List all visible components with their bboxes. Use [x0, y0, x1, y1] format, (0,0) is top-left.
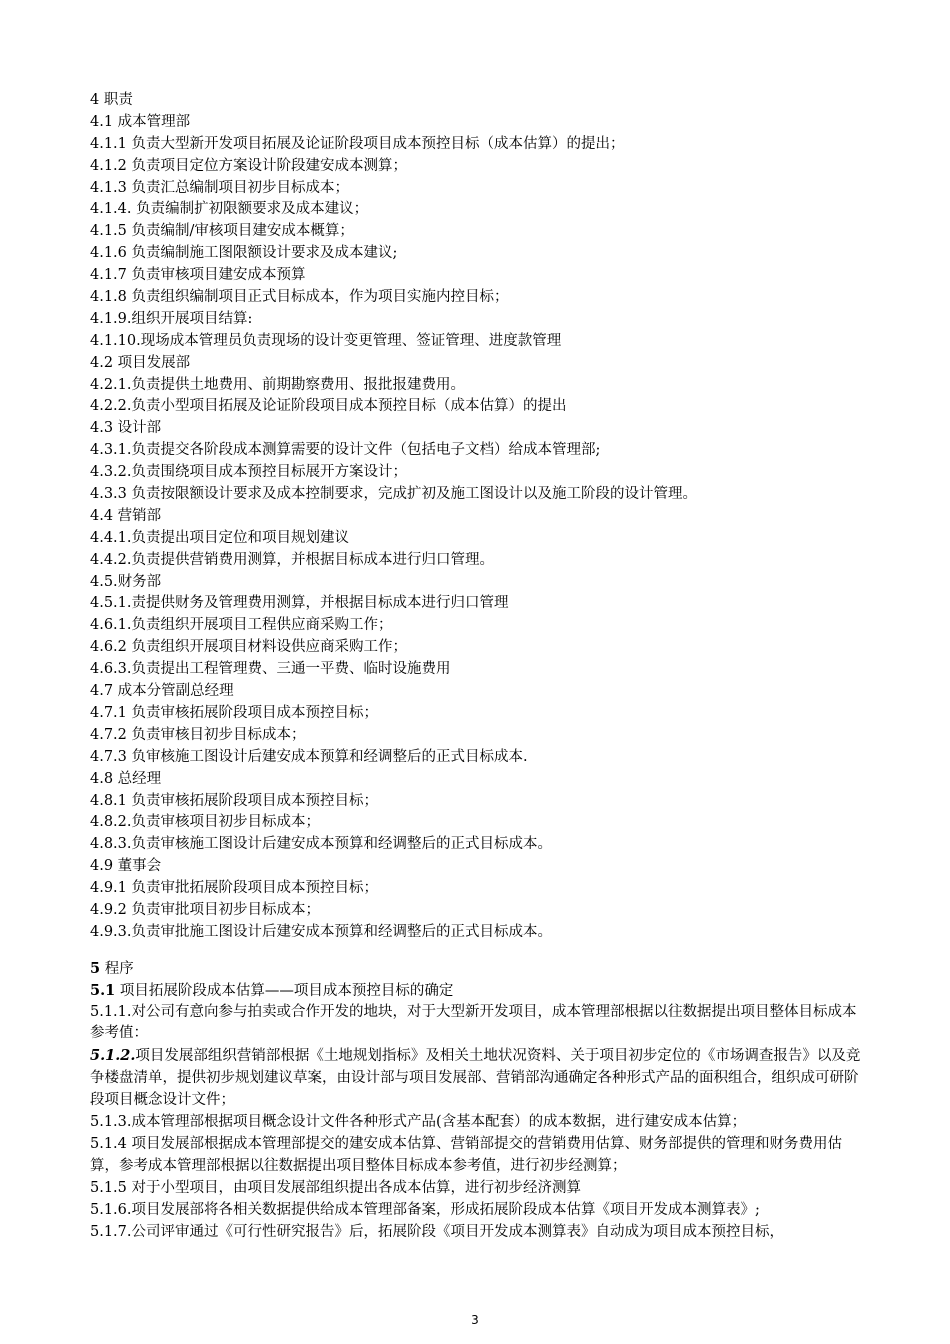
- page-number: 3: [471, 1313, 479, 1327]
- section-4-line: 4.4.1.负责提出项目定位和项目规划建议: [90, 529, 350, 546]
- section-4-line: 4.8.3.负责审核施工图设计后建安成本预算和经调整后的正式目标成本。: [90, 836, 553, 853]
- section-4-line: 4.9.2 负责审批项目初步目标成本；: [90, 901, 321, 918]
- section-4-line: 4.1.8 负责组织编制项目正式目标成本，作为项目实施内控目标；: [90, 289, 509, 306]
- section-4-line: 4.1.1 负责大型新开发项目拓展及论证阶段项目成本预控目标（成本估算）的提出；: [90, 135, 625, 152]
- section-4-line: 4.7 成本分管副总经理: [90, 683, 234, 700]
- section-4-line: 4.1.6 负责编制施工图限额设计要求及成本建议;: [90, 245, 398, 262]
- paragraph-5-1-3: 5.1.3.成本管理部根据项目概念设计文件各种形式产品(含基本配套）的成本数据，进行建安成本估算；: [90, 1114, 747, 1131]
- section-4-heading: 4 职责: [90, 92, 133, 108]
- section-4-line: 4.2 项目发展部: [90, 354, 191, 371]
- paragraph-5-1-2-text: 项目发展部组织营销部根据《土地规划指标》及相关土地状况资料、关于项目初步定位的《市场调查报告》以及竞争楼盘清单，提供初步规划建议草案，由设计部与项目发展部、营销部沟通确定各种形式产品的面积组合，组织成可研阶段项目概念设计文件；: [90, 1048, 861, 1109]
- section-4-line: 4.9.3.负责审批施工图设计后建安成本预算和经调整后的正式目标成本。: [90, 923, 553, 940]
- section-4-line: 4.1.7 负责审核项目建安成本预算: [90, 267, 306, 284]
- section-4-line: 4.7.1 负责审核拓展阶段项目成本预控目标；: [90, 704, 379, 721]
- paragraph-5-1-2: [90, 1045, 862, 1112]
- section-4-line: 4.3.2.负责围绕项目成本预控目标展开方案设计；: [90, 464, 408, 481]
- section-4-line: 4.4 营销部: [90, 507, 162, 524]
- section-4-line: 4.8.1 负责审核拓展阶段项目成本预控目标；: [90, 792, 379, 809]
- document-body: [90, 90, 862, 1243]
- paragraph-5-1-7: 5.1.7.公司评审通过《可行性研究报告》后，拓展阶段《项目开发成本测算表》自动成为项目成本预控目标，: [90, 1223, 784, 1240]
- paragraph-5-1-6: 5.1.6.项目发展部将各相关数据提供给成本管理部备案，形成拓展阶段成本估算《项目开发成本测算表》;: [90, 1201, 760, 1218]
- section-4-line: 4.1.5 负责编制/审核项目建安成本概算；: [90, 223, 354, 240]
- section-4-line: 4.5.财务部: [90, 573, 162, 590]
- section-4-line: 4.7.2 负责审核目初步目标成本；: [90, 726, 306, 743]
- section-5-1-heading: [90, 980, 862, 1002]
- paragraph-5-1-5: 5.1.5 对于小型项目，由项目发展部组织提出各成本估算，进行初步经济测算: [90, 1179, 582, 1196]
- paragraph-5-1-2-number: 5.1.2.: [90, 1047, 136, 1065]
- section-4-line: 4.1.4. 负责编制扩初限额要求及成本建议；: [90, 201, 369, 218]
- section-4-line: 4.2.2.负责小型项目拓展及论证阶段项目成本预控目标（成本估算）的提出: [90, 398, 567, 415]
- section-4-line: 4.5.1.责提供财务及管理费用测算，并根据目标成本进行归口管理: [90, 595, 509, 612]
- section-4-line: 4.2.1.负责提供土地费用、前期勘察费用、报批报建费用。: [90, 376, 466, 393]
- section-4-line: 4.1.9.组织开展项目结算:: [90, 310, 253, 327]
- section-gap: [90, 944, 862, 958]
- paragraph-5-1-1: 5.1.1.对公司有意向参与拍卖或合作开发的地块，对于大型新开发项目，成本管理部根据以往数据提出项目整体目标成本参考值：: [90, 1003, 857, 1042]
- section-4-line: 4.3.1.负责提交各阶段成本测算需要的设计文件（包括电子文档）给成本管理部;: [90, 442, 601, 459]
- section-4-line: 4.8.2.负责审核项目初步目标成本；: [90, 814, 321, 831]
- section-4-line: 4.1.10.现场成本管理员负责现场的设计变更管理、签证管理、进度款管理: [90, 332, 562, 349]
- section-4-line: 4.8 总经理: [90, 770, 162, 787]
- section-4-line: 4.6.2 负责组织开展项目材料设供应商采购工作；: [90, 639, 408, 656]
- section-5-1-title: 项目拓展阶段成本估算——项目成本预控目标的确定: [115, 982, 454, 999]
- section-4-line: 4.7.3 负审核施工图设计后建安成本预算和经调整后的正式目标成本.: [90, 748, 528, 765]
- section-4-line: 4.6.3.负责提出工程管理费、三通一平费、临时设施费用: [90, 661, 451, 678]
- paragraph-5-1-4: 5.1.4 项目发展部根据成本管理部提交的建安成本估算、营销部提交的营销费用估算、财务部提供的管理和财务费用估算，参考成本管理部根据以往数据提出项目整体目标成本参考值，进行初步经测算；: [90, 1135, 842, 1174]
- section-4-line: 4.1.2 负责项目定位方案设计阶段建安成本测算；: [90, 157, 408, 174]
- section-4-line: 4.6.1.负责组织开展项目工程供应商采购工作；: [90, 617, 393, 634]
- section-4-line: 4.9 董事会: [90, 858, 162, 875]
- section-5-title: 程序: [100, 960, 134, 977]
- section-4-line: 4.1.3 负责汇总编制项目初步目标成本；: [90, 179, 350, 196]
- section-4-line: 4.3.3 负责按限额设计要求及成本控制要求，完成扩初及施工图设计以及施工阶段的设计管理。: [90, 486, 697, 503]
- section-5-heading: [90, 958, 862, 980]
- section-4-lines: [90, 112, 862, 944]
- section-5-1-number: 5.1: [90, 981, 116, 999]
- section-4-line: 4.4.2.负责提供营销费用测算，并根据目标成本进行归口管理。: [90, 551, 495, 568]
- section-4-line: 4.1 成本管理部: [90, 113, 191, 130]
- section-5-number: 5: [90, 959, 101, 977]
- section-4-line: 4.9.1 负责审批拓展阶段项目成本预控目标；: [90, 880, 379, 897]
- section-4-line: 4.3 设计部: [90, 420, 162, 437]
